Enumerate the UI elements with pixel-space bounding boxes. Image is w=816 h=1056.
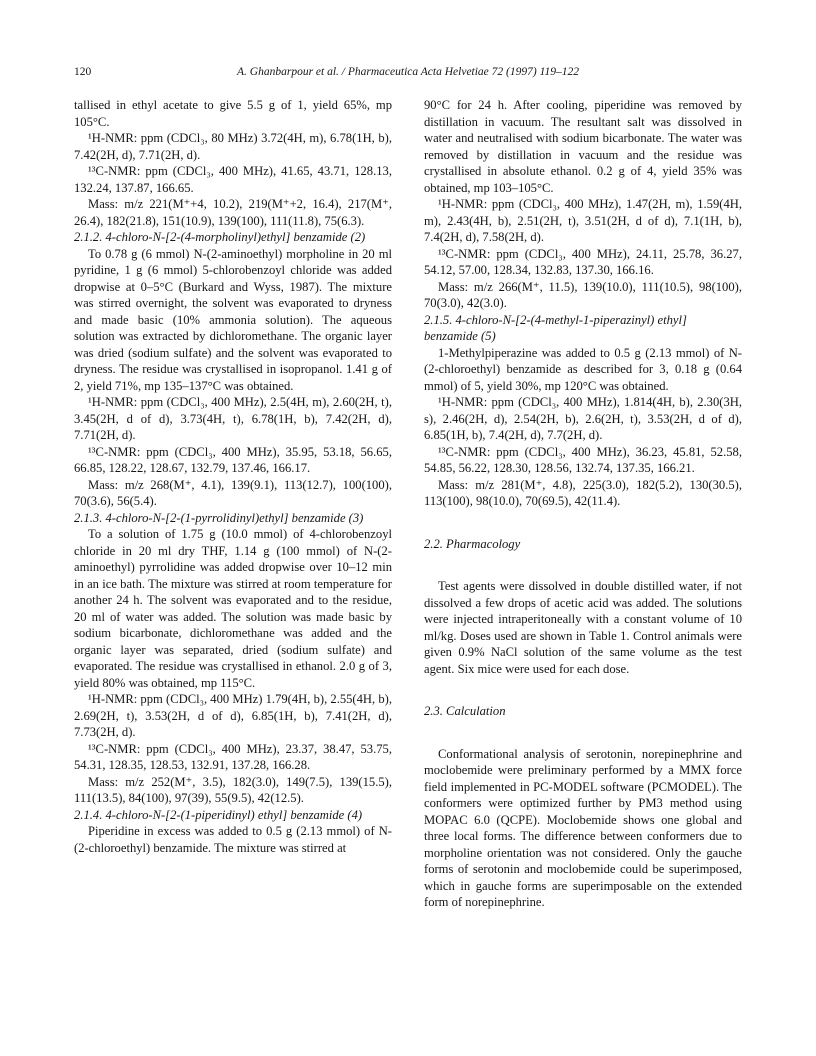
- paragraph-compound-1-end: tallised in ethyl acetate to give 5.5 g of 1, yield 65%, mp 105°C.: [74, 98, 392, 129]
- section-2-1-3-title: 2.1.3. 4-chloro-N-[2-(1-pyrrolidinyl)ethyl] benzamide (3): [74, 510, 364, 525]
- compound-3-cnmr: ¹³C-NMR: ppm (CDCl₃, 400 MHz), 23.37, 38.47, 53.75, 54.31, 128.35, 128.53, 132.91, 137.28, 166.28.: [74, 741, 392, 772]
- compound-1-mass: Mass: m/z 221(M⁺+4, 10.2), 219(M⁺+2, 16.4), 217(M⁺, 26.4), 182(21.8), 151(10.9), 139(100), 111(11.8), 75(6.3).: [74, 197, 392, 228]
- compound-3-hnmr: ¹H-NMR: ppm (CDCl₃, 400 MHz) 1.79(4H, b), 2.55(4H, b), 2.69(2H, t), 3.53(2H, d of d), 6.85(1H, b), 7.41(2H, d), 7.73(2H, d).: [74, 692, 392, 739]
- section-2-1-2-title: 2.1.2. 4-chloro-N-[2-(4-morpholinyl)ethyl] benzamide (2): [74, 230, 366, 244]
- compound-2-mass: Mass: m/z 268(M⁺, 4.1), 139(9.1), 113(12.7), 100(100), 70(3.6), 56(5.4).: [74, 477, 392, 508]
- compound-4-hnmr: ¹H-NMR: ppm (CDCl₃, 400 MHz), 1.47(2H, m), 1.59(4H, m), 2.43(4H, b), 2.51(2H, t), 3.51(2H, d of d), 7.1(1H, b), 7.4(2H, d), 7.58(2H, d).: [424, 197, 742, 244]
- spacer: [424, 677, 742, 703]
- section-2-1-4-body: Piperidine in excess was added to 0.5 g (2.13 mmol) of N-(2-chloroethyl) benzamide. The mixture was stirred at: [74, 824, 392, 855]
- section-2-3-body: Conformational analysis of serotonin, norepinephrine and moclobemide were preliminary performed by a MMX force field implemented in PC-MODEL software (PCMODEL). The conformers were optimized further by PM3 method using MOPAC 6.0 (QCPE). Moclobemide shows one global and three local forms. The difference between conformers due to morpholine orientation was not considered. Only the gauche forms of serotonin and moclobemide could be superimposed, which in gauche forms are superimposable on the extended form of norepinephrine.: [424, 746, 742, 909]
- section-2-2-body: Test agents were dissolved in double distilled water, if not dissolved a few drops of acetic acid was added. The solutions were injected intraperitoneally with a constant volume of 10 ml/kg. Doses used are shown in Table 1. Control animals were given 0.9% NaCl solution of the same volume as the test agent. Six mice were used for each dose.: [424, 579, 742, 676]
- compound-2-cnmr: ¹³C-NMR: ppm (CDCl₃, 400 MHz), 35.95, 53.18, 56.65, 66.85, 128.22, 128.67, 132.79, 137.46, 166.17.: [74, 444, 392, 475]
- compound-5-hnmr: ¹H-NMR: ppm (CDCl₃, 400 MHz), 1.814(4H, b), 2.30(3H, s), 2.46(2H, d), 2.54(2H, b), 2.6(2H, t), 3.53(2H, d of d), 6.85(1H, b), 7.4(2H, d), 7.7(2H, d).: [424, 395, 742, 442]
- section-2-1-5-body: 1-Methylpiperazine was added to 0.5 g (2.13 mmol) of N-(2-chloroethyl) benzamide as described for 3, 0.18 g (0.64 mmol) of 5, yield 30%, mp 120°C was obtained.: [424, 345, 742, 393]
- compound-2-hnmr: ¹H-NMR: ppm (CDCl₃, 400 MHz), 2.5(4H, m), 2.60(2H, t), 3.45(2H, d of d), 3.73(4H, t), 6.78(1H, b), 7.42(2H, d), 7.71(2H, d).: [74, 395, 392, 442]
- compound-1-hnmr: ¹H-NMR: ppm (CDCl₃, 80 MHz) 3.72(4H, m), 6.78(1H, b), 7.42(2H, d), 7.71(2H, d).: [74, 131, 392, 162]
- spacer: [424, 552, 742, 578]
- compound-5-mass: Mass: m/z 281(M⁺, 4.8), 225(3.0), 182(5.2), 130(30.5), 113(100), 98(10.0), 70(69.5), 42(11.4).: [424, 477, 742, 508]
- spacer: [424, 720, 742, 746]
- paragraph-compound-4-cont: 90°C for 24 h. After cooling, piperidine was removed by distillation in vacuum. The resultant salt was dissolved in water and neutralised with sodium bicarbonate. The water was removed by distillation in vacuum and the residue was crystallised in absolute ethanol. 0.2 g of 4, yield 35% was obtained, mp 103–105°C.: [424, 98, 742, 195]
- section-2-3-title: 2.3. Calculation: [424, 704, 506, 718]
- compound-5-cnmr: ¹³C-NMR: ppm (CDCl₃, 400 MHz), 36.23, 45.81, 52.58, 54.85, 56.22, 128.30, 128.56, 132.74, 137.35, 166.21.: [424, 444, 742, 475]
- page-number: 120: [74, 66, 92, 78]
- left-column: [74, 97, 392, 856]
- compound-4-cnmr: ¹³C-NMR: ppm (CDCl₃, 400 MHz), 24.11, 25.78, 36.27, 54.12, 57.00, 128.34, 132.83, 137.30, 166.16.: [424, 246, 742, 277]
- section-2-2-title: 2.2. Pharmacology: [424, 536, 521, 551]
- compound-4-mass: Mass: m/z 266(M⁺, 11.5), 139(10.0), 111(10.5), 98(100), 70(3.0), 42(3.0).: [424, 279, 742, 310]
- spacer: [424, 510, 742, 536]
- section-2-1-5-title: 2.1.5. 4-chloro-N-[2-(4-methyl-1-piperazinyl) ethyl] benzamide (5): [424, 312, 687, 343]
- right-column: [424, 97, 742, 911]
- running-header: [74, 66, 742, 82]
- compound-3-mass: Mass: m/z 252(M⁺, 3.5), 182(3.0), 149(7.5), 139(15.5), 111(13.5), 84(100), 97(39), 55(9.5), 42(12.5).: [74, 774, 392, 805]
- section-2-1-3-body: To a solution of 1.75 g (10.0 mmol) of 4-chlorobenzoyl chloride in 20 ml dry THF, 1.14 g (100 mmol) of N-(2-aminoethyl) pyrrolidine was added dropwise over 10–12 min in an ice bath. The mixture was stirred at room temperature for another 24 h. The solvent was evaporated and to the residue, 20 ml of water was added. The solution was made basic by sodium bicarbonate, dichloromethane was added and the organic layer was separated, dried (sodium sulfate) and evaporated. The residue was crystallised in ethanol. 2.0 g of 3, yield 80% was obtained, mp 115°C.: [74, 527, 392, 690]
- section-2-1-2-body: To 0.78 g (6 mmol) N-(2-aminoethyl) morpholine in 20 ml pyridine, 1 g (6 mmol) 5-chlorobenzoyl chloride was added dropwise at 0–5°C (Burkard and Wyss, 1987). The mixture was stirred overnight, the solvent was evaporated to dryness and made basic (10% ammonia solution). The aqueous solution was extracted by dichloromethane. The organic layer was dried (sodium sulfate) and the solvent was evaporated to dryness. The residue was crystallised in isopropanol. 1.41 g of 2, yield 71%, mp 135–137°C was obtained.: [74, 246, 392, 393]
- section-2-1-4-title: 2.1.4. 4-chloro-N-[2-(1-piperidinyl) ethyl] benzamide (4): [74, 807, 363, 822]
- running-title: A. Ghanbarpour et al. / Pharmaceutica Acta Helvetiae 72 (1997) 119–122: [237, 66, 579, 78]
- compound-1-cnmr: ¹³C-NMR: ppm (CDCl₃, 400 MHz), 41.65, 43.71, 128.13, 132.24, 137.87, 166.65.: [74, 164, 392, 195]
